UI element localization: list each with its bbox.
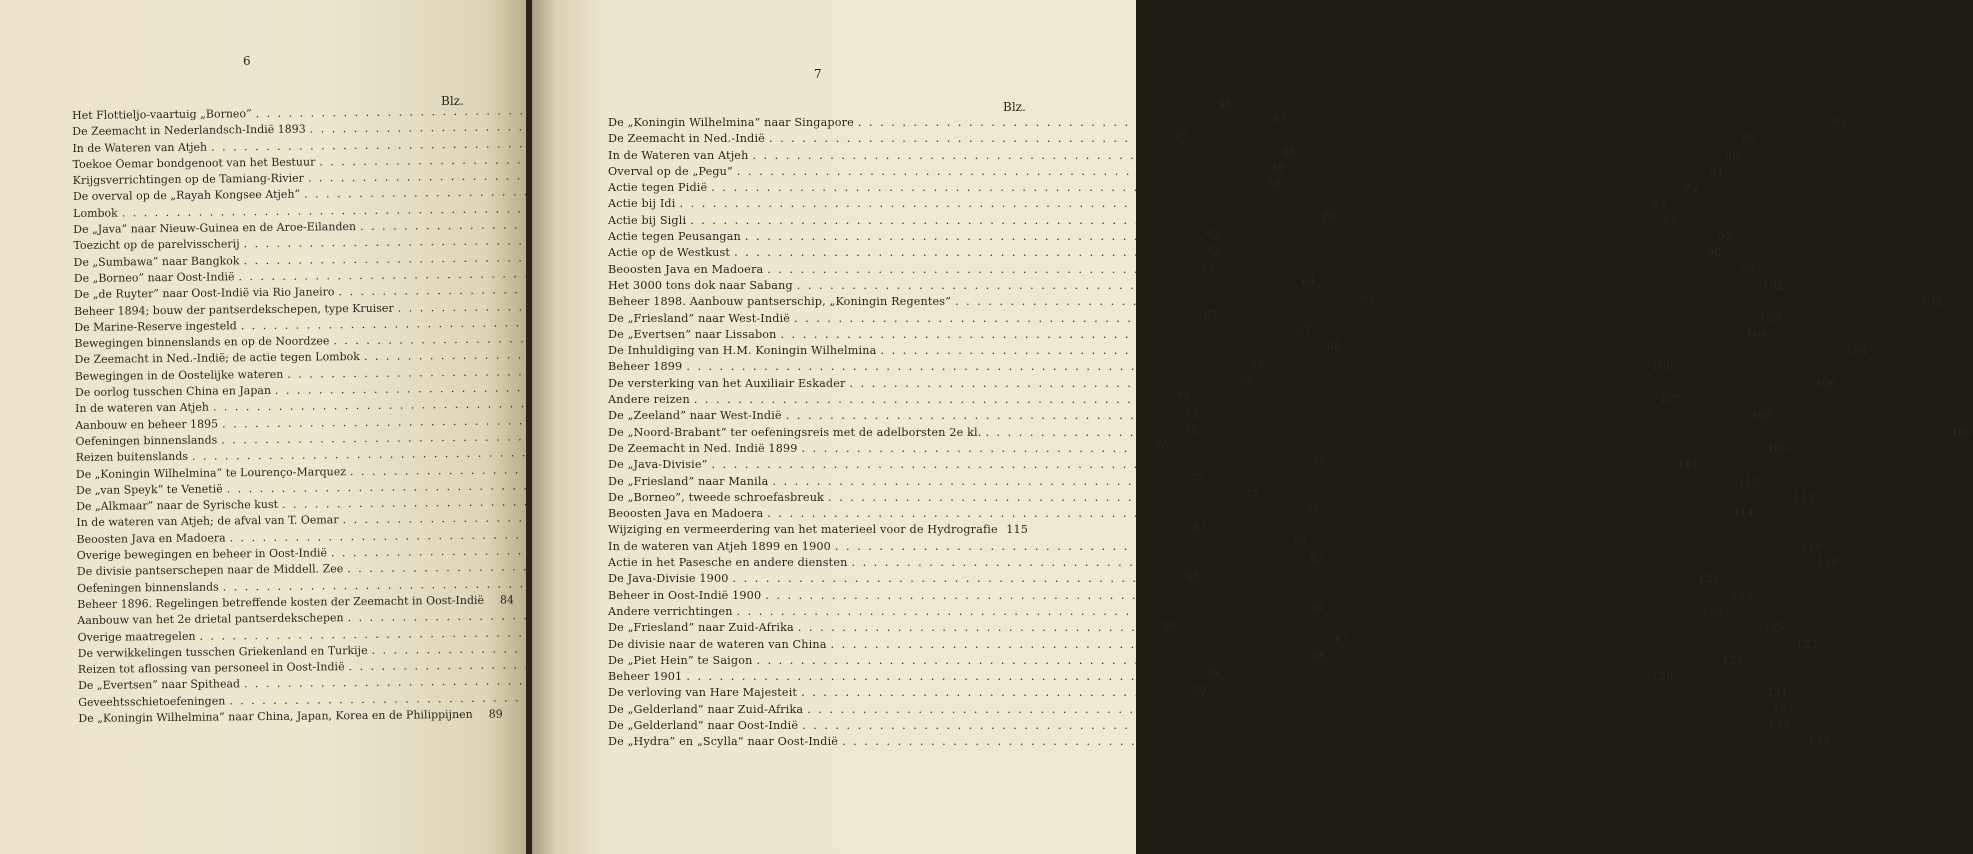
toc-entry-title: In de wateren van Atjeh 1899 en 1900 <box>608 539 831 553</box>
dot-leader <box>711 180 1672 196</box>
dot-leader <box>985 425 1946 441</box>
toc-entry-page: 104 <box>1845 344 1868 358</box>
toc-entry-title: Beheer 1894; bouw der pantserdekschepen, type Kruiser <box>74 301 394 318</box>
toc-entry-page: 116 <box>1800 539 1823 553</box>
toc-entry-page: 67 <box>1296 324 1311 338</box>
toc-entry-page: 131 <box>1766 686 1789 700</box>
toc-entry-title: De „van Speyk” te Venetië <box>75 482 223 497</box>
toc-entry-title: Oefeningen binnenslands <box>75 433 218 448</box>
toc-entry-title: Lombok <box>73 206 118 220</box>
dot-leader <box>772 474 1733 490</box>
toc-entry-page: 91 <box>1709 164 1725 178</box>
toc-entry-page: 94 <box>1652 197 1667 211</box>
toc-entry-title: Overige bewegingen en beheer in Oost-Indië <box>76 546 328 562</box>
left-column-header: Blz. <box>441 94 464 108</box>
toc-entry-title: Wijziging en vermeerdering van het materieel voor de Hydrografie <box>608 523 998 537</box>
left-page-number: 6 <box>243 54 251 68</box>
toc-entry-page: 118 <box>1816 556 1839 570</box>
toc-entry-page: 77 <box>1244 487 1259 501</box>
toc-entry-title: De „de Ruyter” naar Oost-Indië via Rio Janeiro <box>73 285 335 302</box>
toc-entry-title: Bewegingen binnenslands en op de Noordzee <box>74 334 330 351</box>
dot-leader <box>679 196 1640 212</box>
toc-entry-page: 77 <box>1189 471 1204 486</box>
toc-entry-title: Actie bij Sigli <box>608 213 687 227</box>
toc-entry-title: De „Java” naar Nieuw-Guinea en de Aroe-Eilanden <box>73 220 357 237</box>
toc-entry-page: 103 <box>1759 311 1782 325</box>
toc-entry-page: 115 <box>1006 523 1028 537</box>
dot-leader <box>737 164 1698 180</box>
dot-leader <box>850 376 1811 392</box>
toc-entry-title: De „Sumbawa” naar Bangkok <box>73 253 240 269</box>
toc-entry-title: Aanbouw van het 2e drietal pantserdekschepen <box>77 611 344 628</box>
dot-leader <box>686 359 1647 375</box>
toc-entry-title: Geveehtsschietoefeningen <box>78 694 226 709</box>
dot-leader <box>767 262 1728 278</box>
toc-entry-page: 99 <box>1739 262 1755 276</box>
toc-entry-page: 111 <box>1676 458 1699 472</box>
toc-entry-page: 113 <box>1737 474 1760 488</box>
toc-entry-page: 64 <box>1301 275 1316 289</box>
toc-entry-page: 63 <box>1206 243 1221 257</box>
right-column-header: Blz. <box>1003 100 1026 114</box>
toc-entry-title: Toezicht op de parelvisscherij <box>73 237 240 253</box>
toc-entry-title: Toekoe Oemar bondgenoot van het Bestuur <box>72 155 316 171</box>
toc-entry <box>608 734 1830 750</box>
toc-entry-title: De „Piet Hein” te Saigon <box>608 653 753 667</box>
toc-entry-title: De verwikkelingen tusschen Griekenland en Turkije <box>77 643 368 660</box>
toc-entry-title: De „Evertsen” naar Lissabon <box>608 327 777 341</box>
toc-entry-title: Overige maatregelen <box>77 629 196 644</box>
toc-entry-page: 106 <box>1814 376 1837 390</box>
dot-leader <box>745 229 1706 245</box>
toc-entry-title: Beheer in Oost-Indië 1900 <box>608 588 762 602</box>
toc-entry-title: Beheer 1901 <box>608 670 683 684</box>
toc-entry-page: 97 <box>1717 230 1733 244</box>
right-page-number: 7 <box>814 67 822 81</box>
toc-entry <box>78 707 503 727</box>
toc-entry-title: De overval op de „Rayah Kongsee Atjeh” <box>72 188 301 204</box>
toc-entry-title: De Marine-Reserve ingesteld <box>74 319 237 334</box>
toc-entry-title: Bewegingen in de Oostelijke wateren <box>74 367 284 383</box>
dot-leader <box>756 653 1717 669</box>
toc-entry-title: De „Alkmaar” naar de Syrische kust <box>76 497 279 514</box>
toc-entry-page: 47 <box>1272 112 1287 126</box>
toc-entry-title: De „Borneo” naar Oost-Indië <box>73 270 235 285</box>
toc-entry-page: 88 <box>1206 667 1221 681</box>
dot-leader <box>955 294 1916 310</box>
toc-entry-page: 109 <box>1950 425 1973 439</box>
toc-entry-title: Reizen tot aflossing van personeel in Oost-Indië <box>77 660 345 677</box>
dot-leader <box>769 131 1730 147</box>
toc-entry-page: 129 <box>1721 653 1744 667</box>
toc-entry-page: 76 <box>1154 439 1169 453</box>
toc-entry <box>608 196 1667 212</box>
toc-entry-title: Oefeningen binnenslands <box>76 580 219 595</box>
toc-entry-page: 123 <box>1730 588 1753 602</box>
toc-entry-title: Krijgsverrichtingen op de Tamiang-Rivier <box>72 171 304 188</box>
dot-leader <box>828 490 1789 506</box>
dot-leader <box>801 685 1762 701</box>
toc-entry-title: Het Flottieljo-vaartuig „Borneo” <box>72 107 252 122</box>
toc-entry-page: 83 <box>1185 569 1200 583</box>
toc-entry-title: De „Evertsen” naar Spithead <box>77 677 241 693</box>
toc-entry-title: Actie tegen Pidië <box>608 181 708 195</box>
toc-entry-page: 124 <box>1701 604 1724 618</box>
toc-entry-title: Beoosten Java en Madoera <box>608 262 764 276</box>
toc-entry-page: 73 <box>1175 390 1190 404</box>
dot-leader <box>807 702 1768 718</box>
toc-entry-page: 114 <box>1732 507 1755 521</box>
toc-entry-page: 72 <box>1250 357 1265 371</box>
toc-entry-title: Beoosten Java en Madoera <box>608 507 764 521</box>
toc-entry-page: 102 <box>1762 278 1784 292</box>
dot-leader <box>733 571 1694 587</box>
toc-entry-page: 129 <box>1651 670 1674 684</box>
toc-entry-page: 75 <box>1184 406 1199 421</box>
toc-entry-page: 65 <box>1360 290 1375 305</box>
toc-entry-page: 133 <box>1807 735 1830 749</box>
toc-entry-title: De divisie naar de wateren van China <box>608 637 827 651</box>
toc-entry-title: Beheer 1896. Regelingen betreffende kosten der Zeemacht in Oost-Indië <box>77 593 485 611</box>
toc-entry-title: De oorlog tusschen China en Japan <box>74 383 272 400</box>
toc-entry-page: 58 <box>1266 177 1282 191</box>
toc-entry-page: 84 <box>499 593 515 607</box>
toc-entry-page: 73 <box>1237 373 1252 387</box>
toc-entry-page: 121 <box>1697 572 1720 586</box>
toc-entry-title: De „Koningin Wilhelmina” naar Singapore <box>608 116 854 129</box>
dot-leader <box>842 734 1803 750</box>
toc-entry-page: 98 <box>1706 246 1722 260</box>
toc-entry-title: De divisie pantserschepen naar de Middell. Zee <box>76 562 344 579</box>
toc-entry-page: 109 <box>1766 441 1789 455</box>
toc-entry-title: In de wateren van Atjeh; de afval van T. Oemar <box>76 513 339 530</box>
toc-entry <box>608 588 1753 604</box>
toc-entry-title: Actie bij Idi <box>608 197 676 211</box>
toc-entry-title: Beoosten Java en Madoera <box>76 531 226 546</box>
dot-leader <box>767 506 1728 522</box>
dot-leader <box>858 115 1819 131</box>
toc-entry-title: De Zeemacht in Ned.-Indië <box>608 132 765 146</box>
dot-leader <box>686 669 1647 685</box>
toc-entry-page: 75 <box>1184 423 1199 437</box>
dot-leader <box>798 620 1759 636</box>
toc-entry-title: Actie tegen Peusangan <box>608 230 741 244</box>
toc-entry-page: 78 <box>1305 503 1320 517</box>
toc-entry <box>608 522 1028 538</box>
toc-entry-title: De Zeemacht in Ned.-Indië; de actie tegen Lombok <box>74 350 360 367</box>
toc-entry-page: 81 <box>1293 536 1308 550</box>
dot-leader <box>712 457 1673 473</box>
toc-entry-title: In de Wateren van Atjeh <box>608 148 749 162</box>
dot-leader <box>797 278 1758 294</box>
dot-leader <box>880 343 1841 359</box>
toc-entry-page: 90 <box>1725 148 1740 162</box>
toc-entry-page: 49 <box>1270 161 1285 175</box>
toc-entry-title: Reizen buitenslands <box>75 450 189 465</box>
toc-entry-title: De „Koningin Wilhelmina” naar China, Japan, Korea en de Philippijnen <box>78 707 473 725</box>
dot-leader <box>786 408 1747 424</box>
toc-entry-page: 125 <box>1763 621 1786 635</box>
toc-entry-title: De Zeemacht in Nederlandsch-Indië 1893 <box>72 122 306 139</box>
toc-entry-title: Beheer 1898. Aanbouw pantserschip, „Koningin Regentes” <box>608 295 952 309</box>
toc-entry-page: 87 <box>1334 633 1349 647</box>
toc-entry-title: De versterking van het Auxiliair Eskader <box>608 376 846 390</box>
dot-leader <box>794 311 1755 327</box>
toc-entry-title: De Java-Divisie 1900 <box>608 572 729 586</box>
toc-entry-page: 48 <box>1282 145 1297 159</box>
toc-entry-page: 89 <box>1192 683 1207 697</box>
toc-entry-title: Andere reizen <box>608 393 690 407</box>
toc-entry-title: Aanbouw en beheer 1895 <box>75 417 219 432</box>
toc-entry-title: De „Koningin Wilhelmina” te Lourenço-Marquez <box>75 464 347 481</box>
toc-entry-page: 82 <box>1310 552 1325 566</box>
toc-entry-title: Actie in het Pasesche en andere diensten <box>608 556 848 570</box>
toc-entry-page: 63 <box>1206 227 1221 241</box>
toc-entry-page: 64 <box>1201 260 1216 274</box>
toc-entry-title: De Inhuldiging van H.M. Koningin Wilhelmina <box>608 344 877 358</box>
toc-entry-page: 102 <box>1920 295 1943 309</box>
toc-entry-title: Actie op de Westkust <box>608 246 731 260</box>
toc-entry-title: Beheer 1899 <box>608 360 683 374</box>
toc-entry-title: De „Java-Divisie” <box>608 458 708 472</box>
toc-entry <box>608 718 1790 734</box>
dot-leader <box>752 148 1713 164</box>
toc-entry-title: Het 3000 tons dok naar Sabang <box>608 278 793 292</box>
toc-entry-page: 133 <box>1767 718 1790 732</box>
toc-entry-title: De „Friesland” naar Manila <box>608 474 769 488</box>
toc-entry-page: 106 <box>1651 360 1674 374</box>
toc-entry-page: 131 <box>1772 702 1795 716</box>
dot-leader <box>835 539 1796 555</box>
toc-entry-title: De „Noord-Brabant” ter oefeningsreis met de adelborsten 2e kl. <box>608 425 982 439</box>
toc-entry-page: 89 <box>488 707 503 721</box>
dot-leader <box>765 588 1726 604</box>
dot-leader <box>734 245 1695 261</box>
toc-entry-page: 68 <box>1326 340 1341 354</box>
toc-entry-page: 85 <box>1310 601 1325 615</box>
toc-entry-title: De verloving van Hare Majesteit <box>608 686 798 700</box>
toc-entry-page: 67 <box>1203 308 1218 323</box>
dot-leader <box>802 441 1763 457</box>
toc-entry-page: 125 <box>1795 637 1818 651</box>
dot-leader <box>831 637 1792 653</box>
toc-entry-title: De „Friesland” naar West-Indië <box>608 311 791 325</box>
dot-leader <box>690 213 1651 229</box>
toc-entry-title: De „Borneo”, tweede schroefasbreuk <box>608 490 824 504</box>
dot-leader <box>851 555 1812 571</box>
toc-entry-title: De Zeemacht in Ned. Indië 1899 <box>608 441 798 455</box>
dot-leader <box>802 718 1763 734</box>
dot-leader <box>737 604 1698 620</box>
toc-entry-title: De „Friesland” naar Zuid-Afrika <box>608 621 794 635</box>
toc-entry-page: 104 <box>1745 327 1768 341</box>
toc-entry-page: 97 <box>1662 213 1678 227</box>
toc-entry-title: In de wateren van Atjeh <box>75 400 209 416</box>
dot-leader <box>694 392 1655 408</box>
dot-leader <box>781 327 1742 343</box>
toc-entry-page: 60 <box>1322 209 1337 223</box>
toc-entry-title: In de Wateren van Atjeh <box>72 140 208 155</box>
toc-entry-title: Andere verrichtingen <box>608 604 733 618</box>
toc-entry-title: De „Gelderland” naar Zuid-Afrika <box>608 702 804 716</box>
toc-entry-title: De „Zeeland” naar West-Indië <box>608 409 782 423</box>
toc-entry-page: 107 <box>1659 393 1682 407</box>
toc-entry-page: 47 <box>1173 129 1189 144</box>
toc-entry-title: De „Gelderland” naar Oost-Indië <box>608 718 799 732</box>
toc-entry-page: 81 <box>1192 520 1207 535</box>
toc-entry <box>608 702 1795 718</box>
toc-entry-page: 108 <box>1751 409 1773 423</box>
toc-entry-page: 76 <box>1312 454 1327 468</box>
toc-entry-page: 92 <box>1683 181 1699 195</box>
toc-entry-page: 88 <box>1311 649 1326 664</box>
toc-entry-title: De „Hydra” en „Scylla” naar Oost-Indië <box>608 735 839 749</box>
toc-entry-page: 46 <box>1218 96 1233 110</box>
toc-entry-page: 86 <box>1162 618 1177 633</box>
toc-entry-page: 113 <box>1793 490 1816 504</box>
toc-entry-page: 90 <box>1741 132 1757 146</box>
toc-entry-title: Overval op de „Pegu” <box>608 164 733 178</box>
toc-entry-page: 90 <box>1830 116 1846 129</box>
